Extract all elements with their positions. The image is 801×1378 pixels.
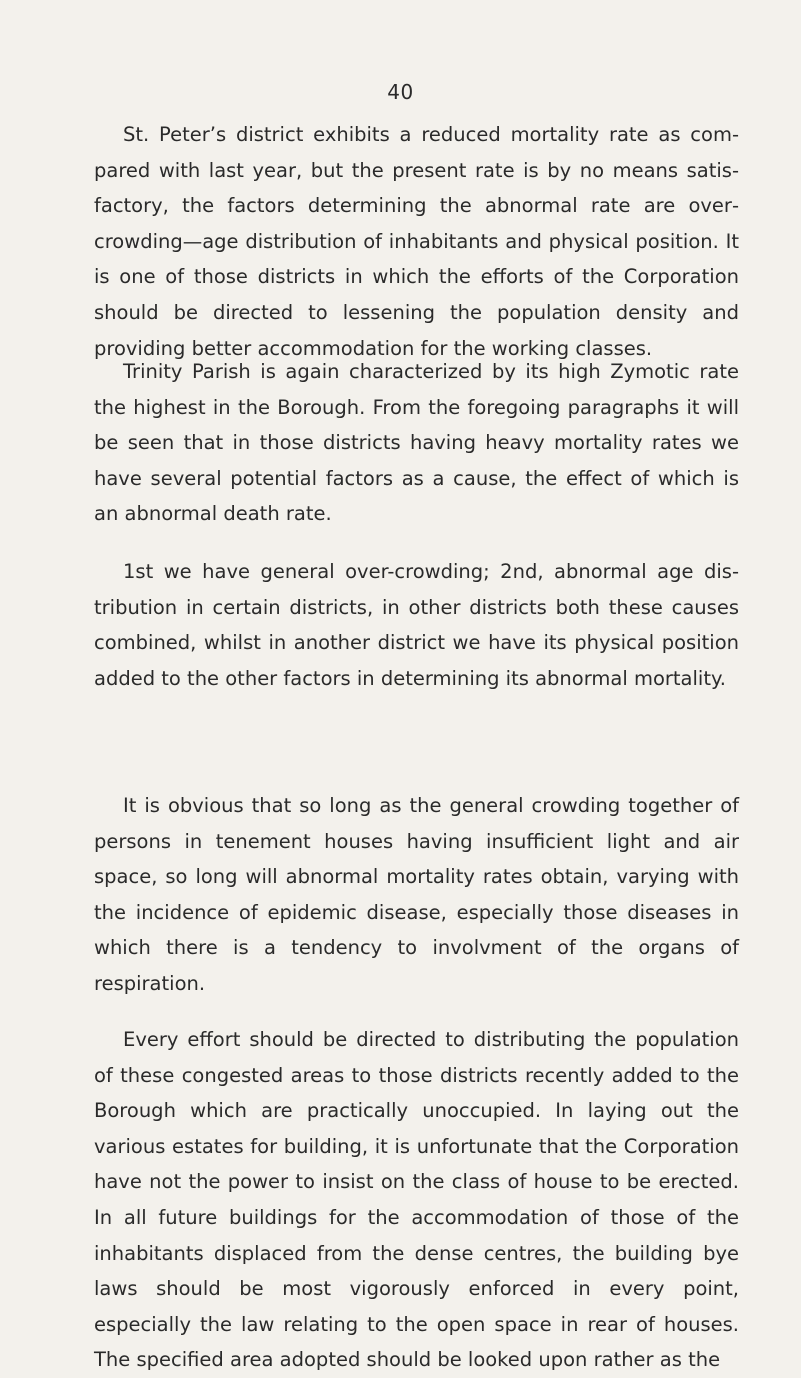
page-number: 40	[387, 80, 414, 104]
paragraph-factors: 1st we have general over-crowding; 2nd, abnormal age distribution in certain districts, in other districts both these causes combined, whilst in another district we have its physical position added to the other factors in determining its abnormal mortality.	[94, 560, 739, 690]
paragraph-distribution: Every effort should be directed to distributing the population of these congested areas to those districts recently added to the Borough which are practically unoccupied. In laying out the various estates for building, it is unfortunate that the Corporation have not the power to insist on the class of house to be erected. In all future buildings for the accommodation of those of the inhabitants displaced from the dense centres, the building bye laws should be most vigorously enforced in every point, especially the law relating to the open space in rear of houses. The specified area adopted should be looked upon rather as the	[94, 1028, 739, 1372]
paragraph-st-peters: St. Peter’s district exhibits a reduced mortality rate as compared with last year, but the present rate is by no means satisfactory, the factors determining the abnormal rate are overcrowding—age distribution of inhabitants and physical position. It is one of those districts in which the efforts of the Corporation should be directed to lessening the population density and providing better accommodation for the working classes.	[94, 123, 739, 360]
paragraph-trinity-parish: Trinity Parish is again characterized by its high Zymotic rate the highest in the Borough. From the foregoing paragraphs it will be seen that in those districts having heavy mortality rates we have several potential factors as a cause, the effect of which is an abnormal death rate.	[94, 360, 739, 526]
paragraph-crowding: It is obvious that so long as the general crowding together of persons in tenement houses having insufficient light and air space, so long will abnormal mortality rates obtain, varying with the incidence of epidemic disease, especially those diseases in which there is a tendency to involvment of the organs of respiration.	[94, 794, 739, 995]
